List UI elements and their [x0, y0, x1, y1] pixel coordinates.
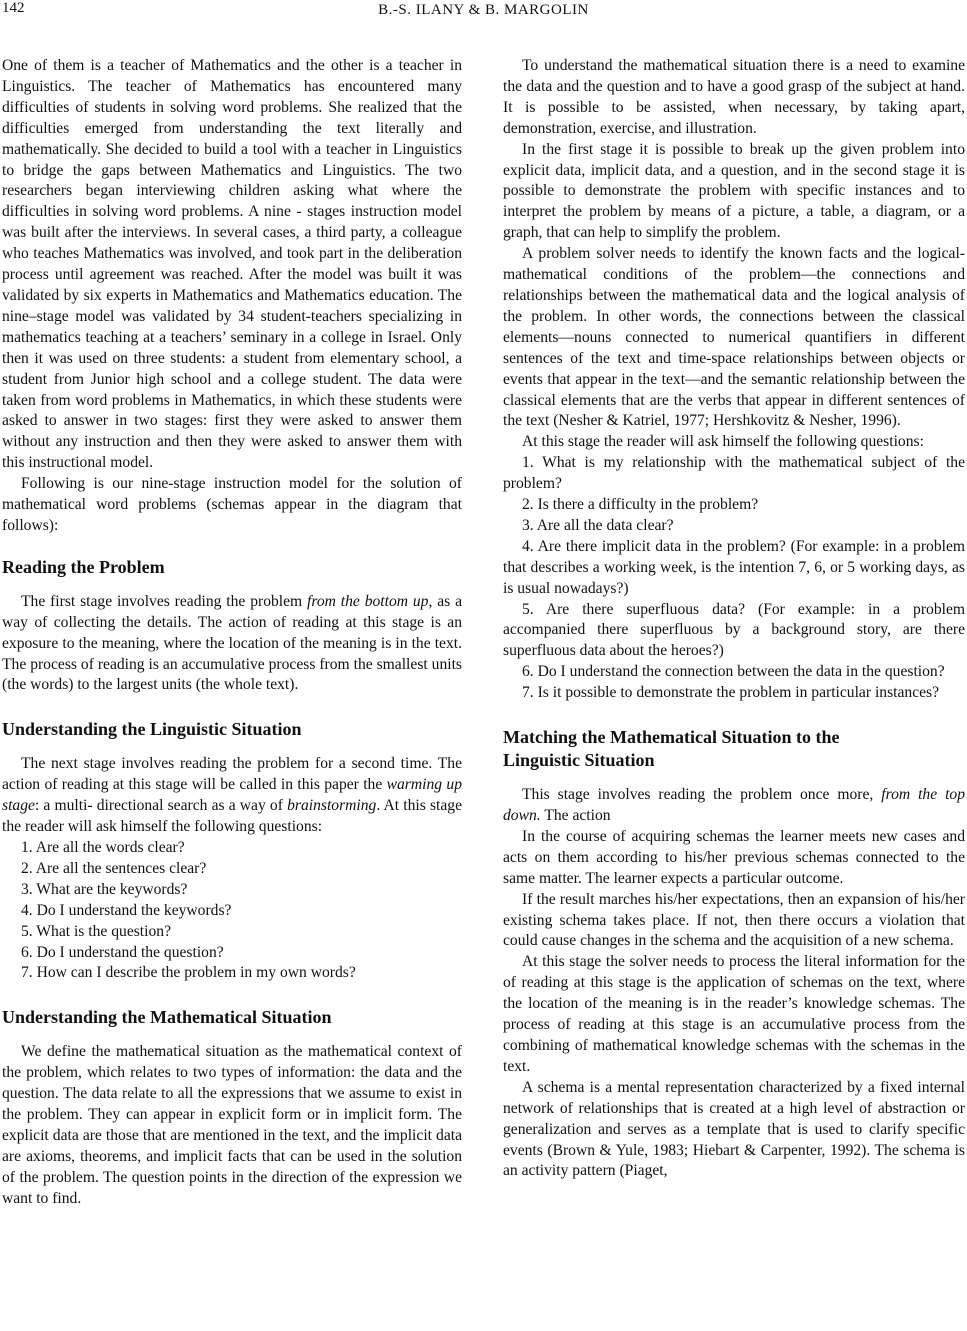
- paragraph: To understand the mathematical situation there is a need to examine the data and the question and to have a good grasp of the subject at hand. It is possible to be assisted, when necessary, by taking apart, demonstration, exercise, and illustration.: [503, 57, 965, 137]
- list-item: 2. Are all the sentences clear?: [21, 859, 207, 877]
- list-item: 7. How can I describe the problem in my own words?: [21, 964, 356, 982]
- list-item: 4. Are there implicit data in the problem? (For example: in a problem that describes a working week, is the intention 7, 6, or 5 working days, as is usual nowadays?): [503, 537, 965, 597]
- text-run: The first stage involves reading the problem: [21, 592, 308, 610]
- list-item: 7. Is it possible to demonstrate the problem in particular instances?: [522, 684, 940, 702]
- text-run: The action: [540, 807, 611, 824]
- list-item: 1. What is my relationship with the mathematical subject of the problem?: [503, 454, 965, 493]
- paragraph: One of them is a teacher of Mathematics and the other is a teacher in Linguistics. The teacher of Mathematics has encountered many difficulties of students in solving word problems. She realized that the difficulties emerged from understanding the text literally and mathematically. She decided to build a tool with a teacher in Linguistics to bridge the gaps between Mathematics and Linguistics. The two researchers began interviewing children asking what where the difficulties in solving word problems. A nine - stages instruction model was built after the interviews. In several cases, a third party, a colleague who teaches Mathematics was involved, and took part in the deliberation process until agreement was reached. After the model was built it was validated by six experts in Mathematics and Mathematics education. The nine–stage model was validated by 34 student-teachers specializing in mathematics teaching at a teachers’ seminary in a college in Israel. Only then it was used on three students: a student from elementary school, a student from Junior high school and a college student. The data were taken from word problems in Mathematics, in which these students were asked to answer in two stages: first they were asked to answer them without any instruction and then they were asked to answer them with this instructional model.: [2, 57, 462, 472]
- paragraph: A schema is a mental representation characterized by a fixed internal network of relationships that is created at a high level of abstraction or generalization and serves as a template that is used to clarify specific events (Brown & Yule, 1983; Hiebart & Carpenter, 1992). The schema is an activity pattern (Piaget,: [503, 1078, 965, 1180]
- heading-line: Linguistic Situation: [503, 750, 655, 771]
- text-run: : a multi- directional search as a way of: [34, 797, 288, 815]
- paragraph: In the course of acquiring schemas the learner meets new cases and acts on them according to his/her previous schemas connected to the same matter. The learner expects a particular outcome.: [503, 827, 965, 887]
- list-item: 1. Are all the words clear?: [21, 839, 185, 856]
- section-heading-linguistic: Understanding the Linguistic Situation: [2, 719, 302, 740]
- paragraph: At this stage the reader will ask himself the following questions:: [522, 433, 924, 451]
- paragraph: In the first stage it is possible to break up the given problem into explicit data, implicit data, and a question, and in the second stage it is possible to demonstrate the problem with specific instances and to interpret the problem by means of a picture, a table, a diagram, or a graph, that can help to simplify the problem.: [503, 140, 965, 242]
- emphasis: warming up stage: [2, 776, 462, 815]
- paragraph: We define the mathematical situation as the mathematical context of the problem, which relates to two types of information: the data and the question. The data relate to all the expressions that we assume to exist in the problem. They can appear in explicit form or in implicit form. The explicit data are those that are mentioned in the text, and the implicit data are axioms, theorems, and implicit facts that can be used in the solution of the problem. The question points in the direction of the expression we want to find.: [2, 1043, 462, 1207]
- list-item: 6. Do I understand the question?: [21, 943, 224, 961]
- text-run: The next stage involves reading the problem for a second time. The action of reading at this stage will be called in this paper the: [2, 755, 462, 794]
- section-heading-reading: Reading the Problem: [2, 556, 165, 577]
- paragraph: At this stage the solver needs to process the literal information for the of reading at this stage is the application of schemas on the text, where the location of the meaning is in the reader’s knowledge schemas. The process of reading at this stage is an accumulative process from the combining of mathematical knowledge schemas with the schemas in the text.: [503, 953, 965, 1075]
- list-item: 3. Are all the data clear?: [522, 516, 674, 534]
- paragraph: A problem solver needs to identify the known facts and the logical-mathematical conditions of the problem—the connections and relationships between the mathematical data and the logical analysis of the problem. In other words, the connections between the classical elements—nouns connected to numerical quantifiers in different sentences of the text and time-space relationships between objects or events that appear in the text—and the semantic relationship between the classical elements that are the verbs that appear in different sentences of the text (Nesher & Katriel, 1977; Hershkovitz & Nesher, 1996).: [503, 245, 965, 430]
- page-number: 142: [2, 0, 25, 16]
- paragraph: [2, 754, 462, 838]
- emphasis: brainstorming: [287, 797, 377, 815]
- left-column: [2, 56, 462, 1210]
- paragraph: Following is our nine-stage instruction model for the solution of mathematical word problems (schemas appear in the diagram that follows):: [2, 475, 462, 534]
- list-item: 5. What is the question?: [21, 922, 171, 940]
- page-header: [0, 0, 967, 24]
- emphasis: from the bottom up: [307, 592, 429, 610]
- paragraph: If the result marches his/her expectations, then an expansion of his/her existing schema takes place. If not, then there occurs a violation that could cause changes in the schema and the acquisition of a new schema.: [503, 890, 965, 950]
- running-head: B.-S. ILANY & B. MARGOLIN: [378, 2, 589, 18]
- paragraph: [503, 785, 965, 827]
- right-column: [503, 56, 965, 1182]
- section-heading-mathematical: Understanding the Mathematical Situation: [2, 1007, 332, 1028]
- list-item: 5. Are there superfluous data? (For example: in a problem accompanied there superfluous by a background story, are there superfluous data about the heroes?): [503, 600, 965, 660]
- text-run: This stage involves reading the problem once more,: [522, 786, 882, 804]
- section-heading-matching: [503, 726, 965, 772]
- heading-line: Matching the Mathematical Situation to the: [503, 727, 840, 748]
- list-item: 3. What are the keywords?: [21, 880, 188, 898]
- text-run: . At this stage the reader will ask himself the following questions:: [2, 797, 462, 836]
- list-item: 4. Do I understand the keywords?: [21, 901, 232, 919]
- list-item: 2. Is there a difficulty in the problem?: [522, 496, 759, 514]
- list-item: 6. Do I understand the connection between the data in the question?: [522, 663, 945, 681]
- text-run: , as a way of collecting the details. The action of reading at this stage is an exposure to the meaning, where the location of the meaning is in the text. The process of reading is an accumulative process from the smallest units (the words) to the largest units (the whole text).: [2, 592, 462, 694]
- emphasis: from the top down.: [503, 786, 965, 824]
- paragraph: [2, 592, 462, 697]
